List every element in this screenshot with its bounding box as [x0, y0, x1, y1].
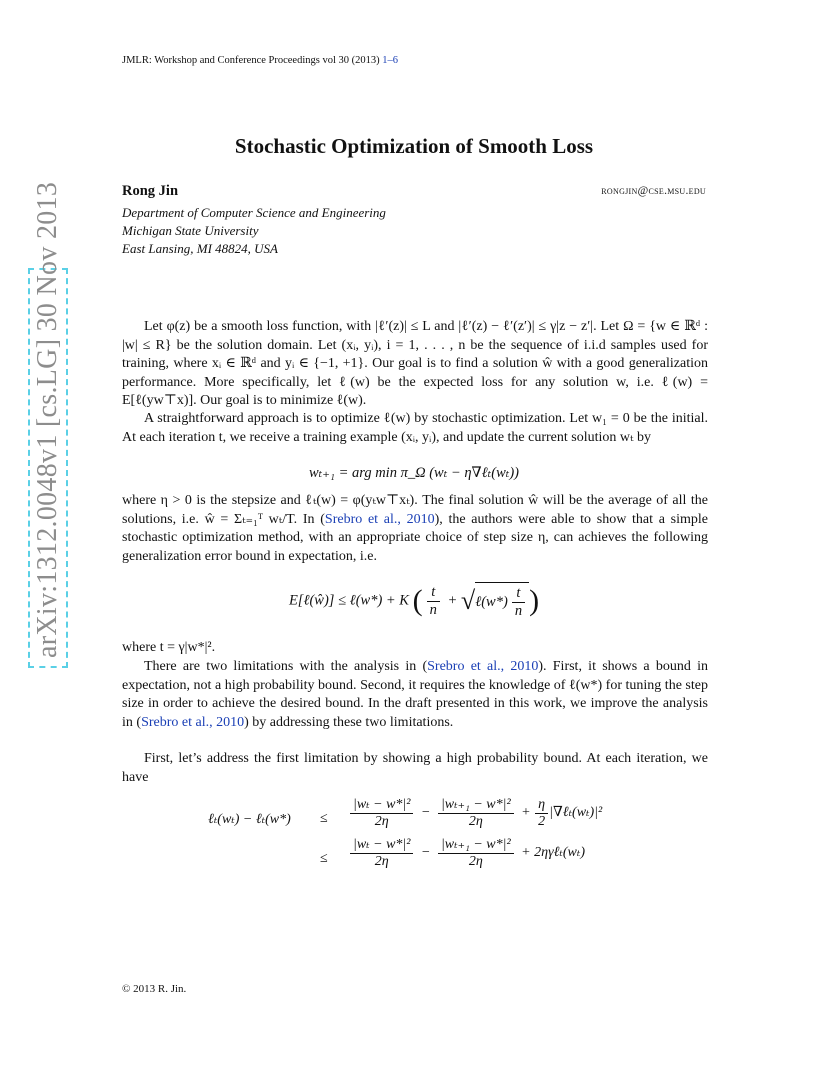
paragraph-intro: Let φ(z) be a smooth loss function, with |ℓ′(z)| ≤ L and |ℓ′(z) − ℓ′(z′)| ≤ γ|z − z′|. Let Ω = {w ∈ ℝᵈ : |w| ≤ R} be the solution domain. Let (xᵢ, yᵢ), i = 1, . . . , n be the sequence of i.i.d samples used for training, where xᵢ ∈ ℝᵈ and yᵢ ∈ {−1, +1}. Our goal is to find a solution ŵ with a good generalization performance. More specifically, let ℓ(w) be the expected loss for any solution w, i.e. ℓ(w) = E[ℓ(yw⊤x)]. Our goal is to minimize ℓ(w).: [122, 319, 708, 408]
pages-link[interactable]: 1–6: [382, 55, 398, 66]
ineq-lhs: ℓₜ(wₜ) − ℓₜ(w*): [208, 812, 291, 827]
journal-header: [122, 55, 398, 66]
citation-link-2[interactable]: Srebro et al., 2010: [427, 659, 539, 674]
author-email: rongjin@cse.msu.edu: [601, 185, 706, 197]
paragraph-approach: A straightforward approach is to optimize ℓ(w) by stochastic optimization. Let w₁ = 0 be the initial. At each iteration t, we receive a training example (xᵢ, yᵢ), and update the current solution wₜ by: [122, 411, 708, 445]
bound-equation: E[ℓ(ŵ)] ≤ ℓ(w*) + K ( $\frac{t}{n}$ + √ℓ(w*) $\frac{t}{n}$ ): [288, 583, 540, 619]
sqrt-term: ℓ(w*) $\frac{t}{n}$: [475, 582, 529, 620]
journal-name: JMLR: Workshop and Conference Proceedings vol 30 (2013): [122, 55, 380, 66]
paragraph-limitations: There are two limitations with the analysis in (Srebro et al., 2010). First, it shows a bound in expectation, not a high probability bound. Second, it requires the knowledge of ℓ(w*) for tuning the step size in order to achieve the desired bound. In the draft presented in this work, we improve the analysis in (Srebro et al., 2010) by addressing these two limitations.: [122, 659, 708, 730]
t-over-n-fraction: $\frac{t}{n}$: [427, 584, 440, 619]
ineq-row-2: $\frac{\text{|wₜ − w*|²}}{2\eta}$ − $\frac{\text{|wₜ₊₁ − w*|²}}{2\eta}$ + 2ηγℓₜ(wₜ): [346, 836, 585, 870]
paragraph-where-t: where t = γ|w*|².: [122, 640, 216, 655]
paragraph-solution: [122, 492, 708, 566]
affiliation-dept: Department of Computer Science and Engineering: [122, 205, 386, 220]
arxiv-stamp[interactable]: arXiv:1312.0048v1 [cs.LG] 30 Nov 2013: [28, 268, 68, 668]
affiliation-university: Michigan State University: [122, 223, 259, 238]
ineq-rel-2: ≤: [320, 851, 328, 866]
citation-link[interactable]: Srebro et al., 2010: [324, 511, 435, 527]
paragraph-first-limitation: First, let’s address the first limitation by showing a high probability bound. At each iteration, we have: [122, 751, 708, 785]
update-equation: wₜ₊₁ = arg min π_Ω (wₜ − η∇ℓₜ(wₜ)): [309, 465, 519, 481]
citation-link-3[interactable]: Srebro et al., 2010: [141, 714, 245, 730]
paper-title: Stochastic Optimization of Smooth Loss: [234, 134, 594, 158]
copyright-footer: © 2013 R. Jin.: [122, 983, 187, 995]
p3-text-a: where η > 0 is the stepsize and ℓₜ(w) = φ(yₜw⊤xₜ). The final solution ŵ will be the average of all the solutions, i.e. ŵ = Σₜ₌₁ᵀ wₜ/T. In (: [122, 493, 708, 527]
p3-text-b: ), the authors were able to show that a simple stochastic optimization method, with an appropriate choice of step size η, can achieves the following generalization error bound in expectation, i.e.: [122, 511, 709, 564]
ineq-rel-1: ≤: [320, 811, 328, 826]
ineq-row-1: $\frac{\text{|wₜ − w*|²}}{2\eta}$ − $\frac{\text{|wₜ₊₁ − w*|²}}{2\eta}$ + $\frac{\eta}{2}$ |∇ℓₜ(wₜ)|²: [346, 796, 602, 830]
bound-lhs: E[ℓ(ŵ)] ≤ ℓ(w*) + K: [288, 592, 409, 609]
author-name: Rong Jin: [122, 183, 179, 199]
affiliation-address: East Lansing, MI 48824, USA: [122, 241, 278, 256]
